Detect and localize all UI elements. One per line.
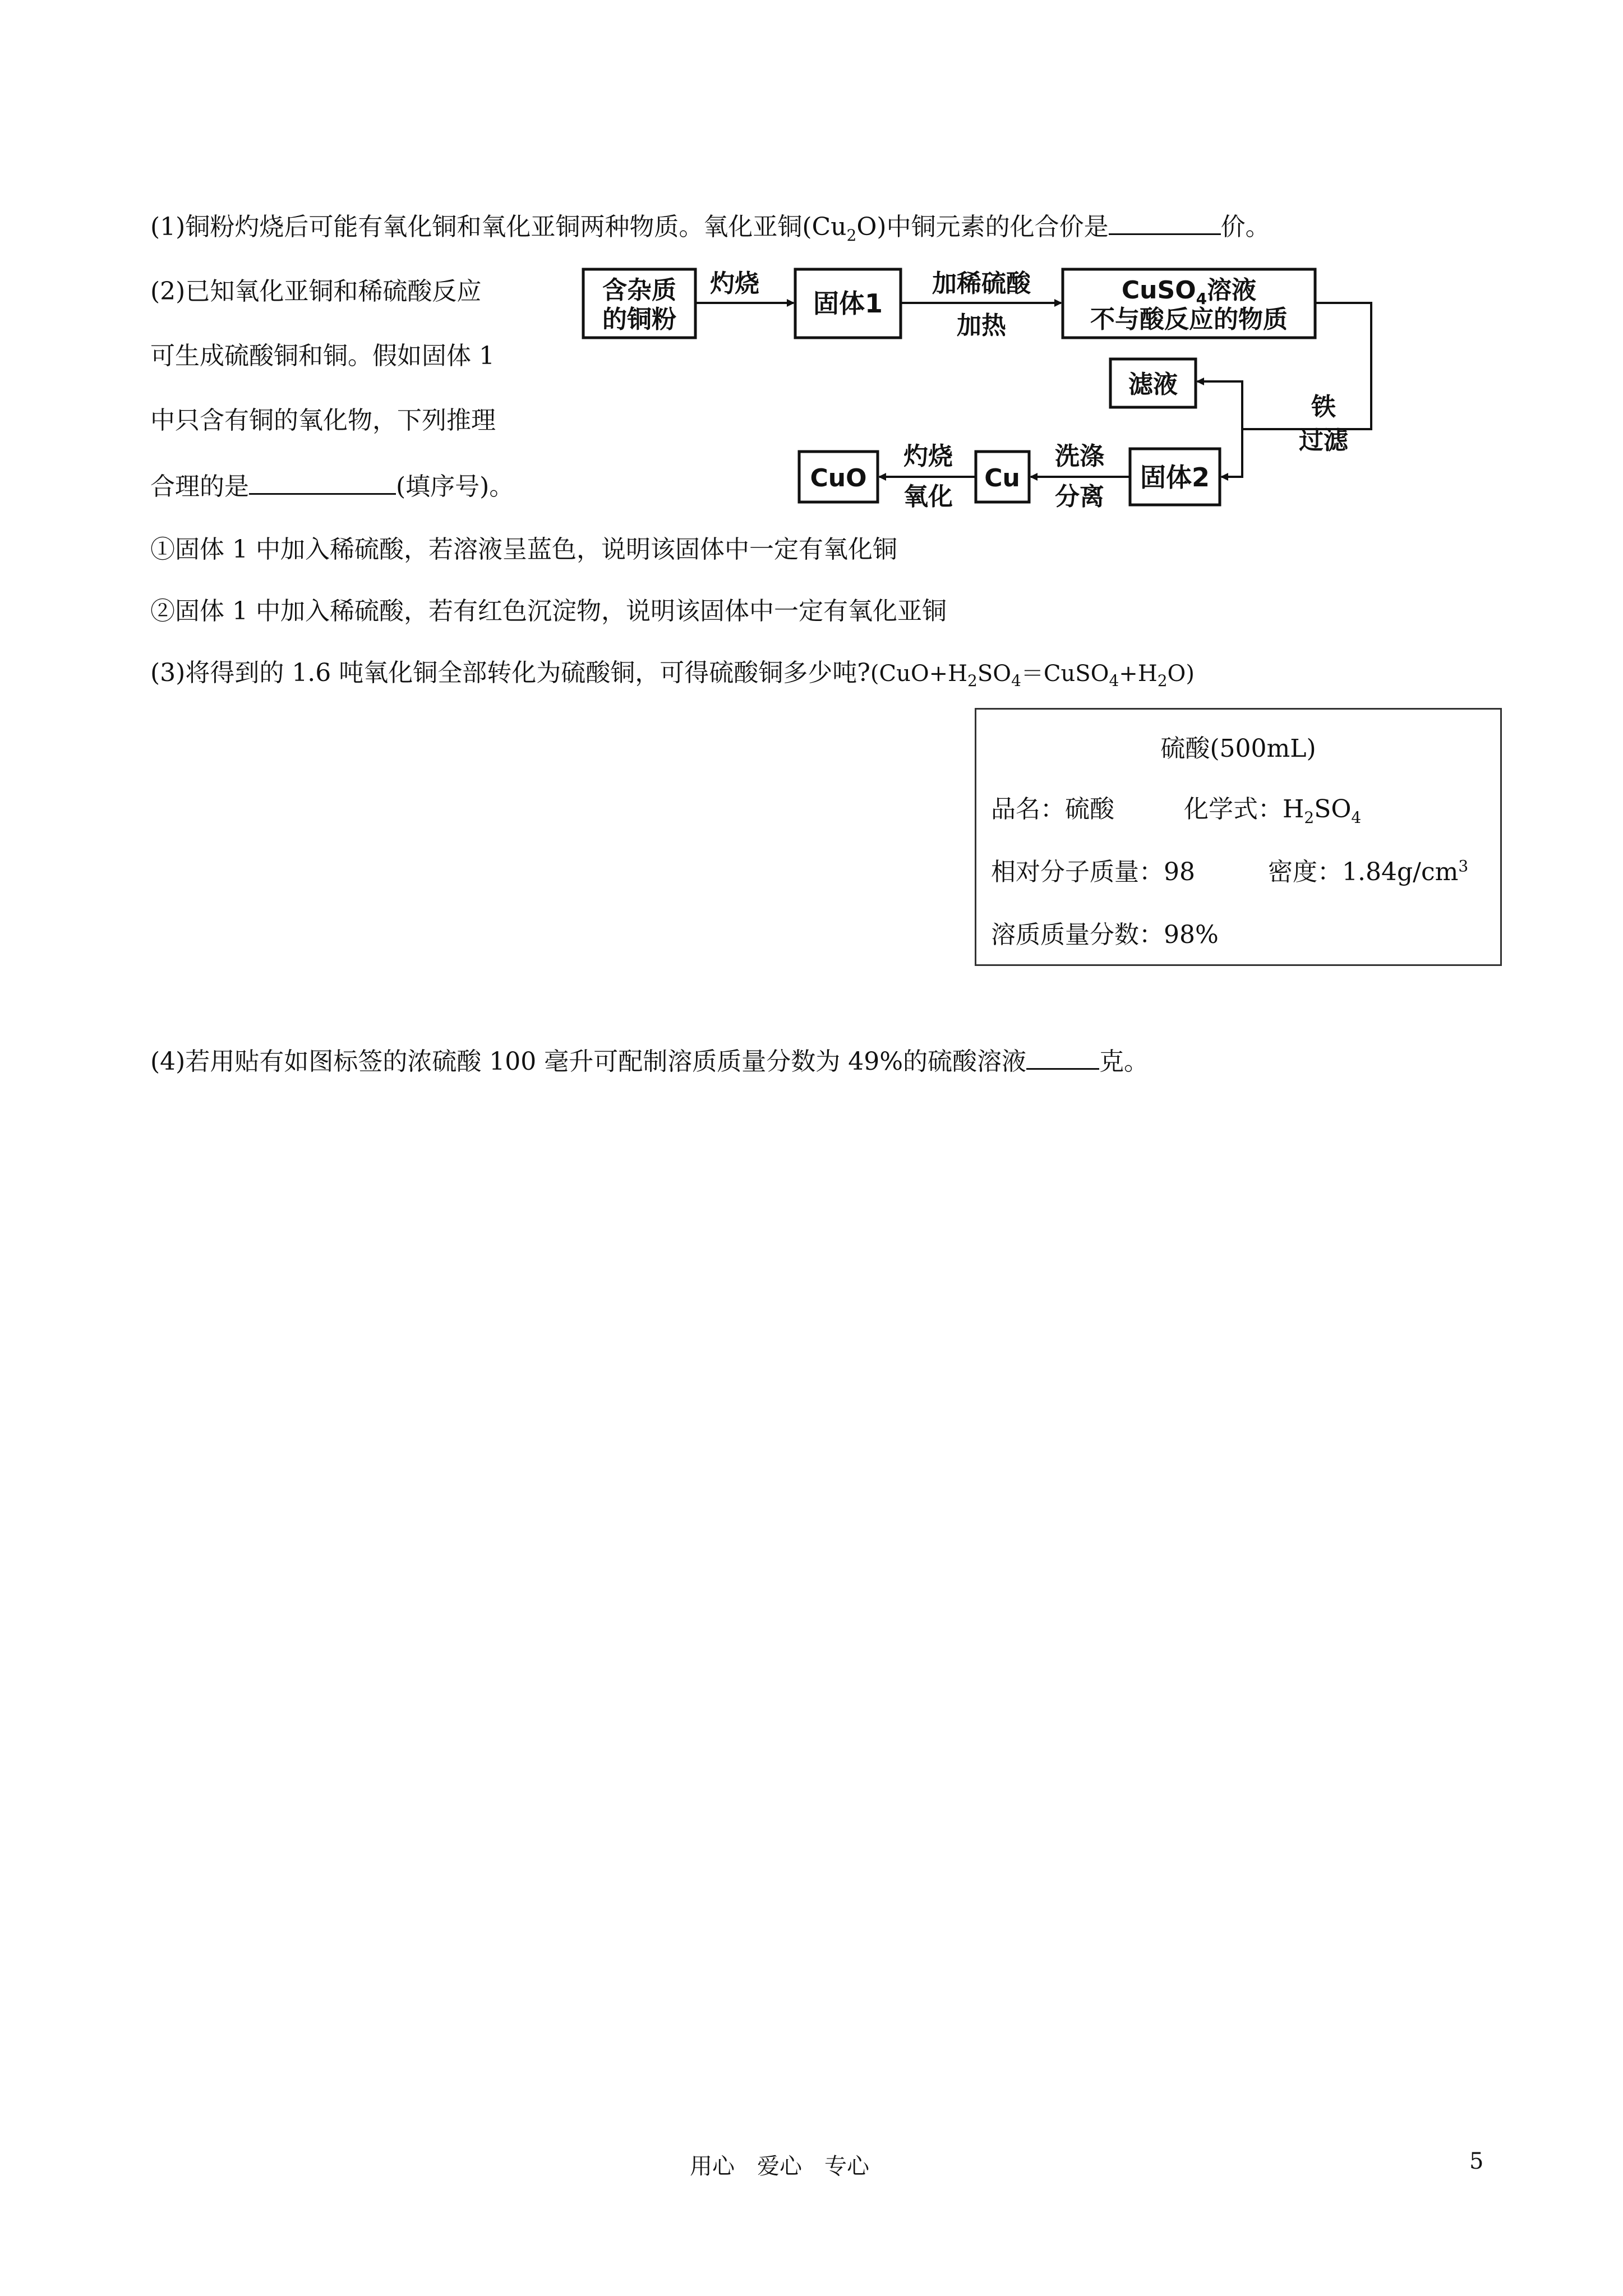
- arrow-roast-label: 灼烧: [710, 269, 759, 298]
- q4-text-before: (4)若用贴有如图标签的浓硫酸 100 毫升可配制溶质质量分数为 49%的硫酸溶液: [150, 1047, 1027, 1076]
- arrow-to-filtrate-line: [1197, 381, 1242, 429]
- q1-text-before: (1)铜粉灼烧后可能有氧化铜和氧化亚铜两种物质。氧化亚铜(Cu: [150, 213, 847, 241]
- label-mass-fraction: 溶质质量分数：98%: [991, 921, 1219, 949]
- acid-bottle-label: [975, 708, 1502, 966]
- box-cuso4-line1: [1122, 276, 1256, 308]
- question-3: [150, 656, 1195, 691]
- cuso4-subscript: 4: [1196, 289, 1207, 308]
- process-flowchart: [572, 258, 1408, 516]
- q4-text-after: 克。: [1099, 1047, 1149, 1076]
- filter-label: 过滤: [1299, 426, 1348, 455]
- box-solid-2-label: 固体2: [1140, 462, 1210, 493]
- label-molecular-mass: 相对分子质量：98: [991, 858, 1195, 886]
- cuso4-formula: CuSO: [1121, 276, 1196, 305]
- footer-motto: 用心 爱心 专心: [690, 2154, 869, 2179]
- arrow-wash-label-2: 分离: [1055, 482, 1104, 511]
- arrow-acid-label-1: 加稀硫酸: [932, 269, 1031, 298]
- q3-equation: $(CuO+H_2SO_4=CuSO_4+H_2O)$: [870, 661, 1195, 690]
- question-1: [150, 209, 1270, 244]
- arrow-oxidize-label-1: 灼烧: [903, 442, 953, 471]
- arrow-acid-label-2: 加热: [957, 311, 1006, 340]
- q2-line-2: 可生成硫酸铜和铜。假如固体 1: [150, 342, 495, 370]
- arrow-to-solid2-line: [1221, 429, 1242, 477]
- q3-text: (3)将得到的 1.6 吨氧化铜全部转化为硫酸铜，可得硫酸铜多少吨?: [150, 659, 870, 687]
- box-impure-copper-line1: 含杂质: [602, 276, 676, 305]
- box-solid-1-label: 固体1: [813, 288, 883, 319]
- page-number: 5: [1469, 2148, 1484, 2174]
- q2-line-1: (2)已知氧化亚铜和稀硫酸反应: [150, 277, 482, 306]
- q2-answer-blank[interactable]: [249, 468, 396, 495]
- q1-answer-blank[interactable]: [1109, 209, 1221, 235]
- q1-subscript: 2: [846, 226, 857, 245]
- q2-line-4-before: 合理的是: [150, 472, 249, 501]
- label-formula: 化学式：$H_2SO_4$: [1184, 795, 1362, 827]
- iron-label: 铁: [1311, 393, 1336, 421]
- arrow-wash-label-1: 洗涤: [1055, 442, 1104, 471]
- box-filtrate-label: 滤液: [1128, 370, 1178, 399]
- arrow-oxidize-label-2: 氧化: [903, 482, 953, 511]
- q4-answer-blank[interactable]: [1026, 1043, 1099, 1070]
- box-cu-label: Cu: [984, 464, 1020, 493]
- question-4: [150, 1043, 1149, 1079]
- cuso4-solution-word: 溶液: [1207, 276, 1257, 305]
- box-impure-copper-line2: 的铜粉: [602, 305, 676, 334]
- q2-line-4: [150, 468, 514, 504]
- q2-option-1: ①固体 1 中加入稀硫酸，若溶液呈蓝色，说明该固体中一定有氧化铜: [150, 535, 897, 564]
- label-name: 品名：硫酸: [991, 795, 1114, 823]
- label-title: 硫酸(500mL): [1160, 734, 1316, 763]
- label-density: 密度：$1.84g/cm^3$: [1268, 857, 1469, 886]
- box-cuo-label: CuO: [810, 464, 867, 493]
- q2-line-4-after: (填序号)。: [396, 472, 514, 501]
- box-cuso4-line2: 不与酸反应的物质: [1090, 305, 1288, 334]
- q1-text-after: O)中铜元素的化合价是: [856, 213, 1109, 241]
- q2-option-2: ②固体 1 中加入稀硫酸，若有红色沉淀物，说明该固体中一定有氧化亚铜: [150, 597, 947, 625]
- q2-line-3: 中只含有铜的氧化物，下列推理: [150, 406, 496, 435]
- q1-text-end: 价。: [1220, 213, 1270, 241]
